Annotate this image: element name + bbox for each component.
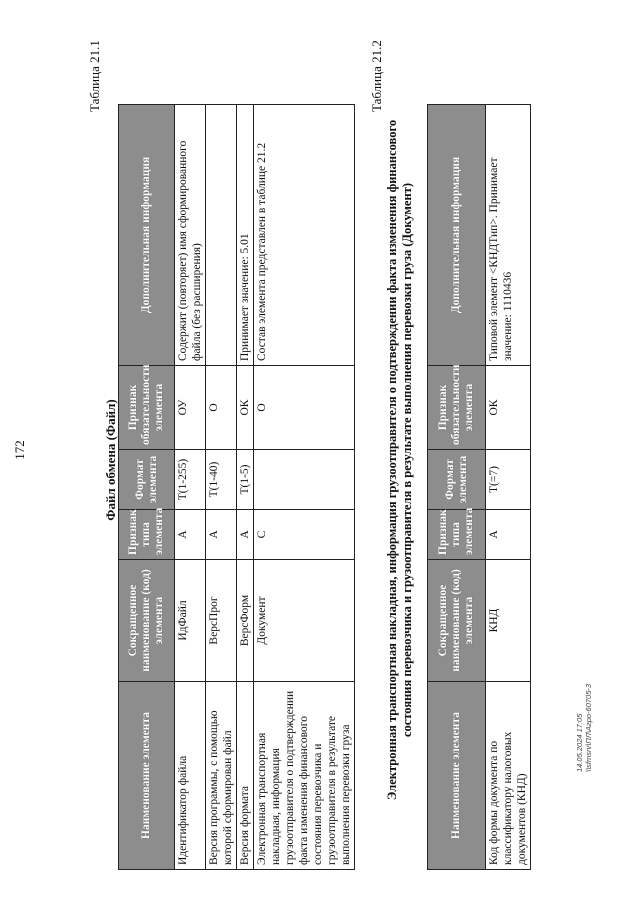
table-cell: T(1-5) bbox=[237, 450, 254, 510]
table-cell: T(1-40) bbox=[206, 450, 237, 510]
table1-header-cell: Дополнительная информация bbox=[119, 105, 175, 366]
table2-header-row bbox=[428, 105, 486, 870]
table1-caption: Таблица 21.1 bbox=[87, 40, 102, 112]
table-cell: T(1-255) bbox=[175, 450, 206, 510]
table-cell: T(=7) bbox=[486, 450, 531, 510]
table-row bbox=[254, 105, 355, 870]
table-cell: Код формы документа по классификатору налоговых документов (КНД) bbox=[486, 682, 531, 870]
table-cell: ВерсФорм bbox=[237, 560, 254, 682]
table-cell: Типовой элемент <КНДТип>. Принимает значение: 1110436 bbox=[486, 105, 531, 366]
table2-header-cell: Признак типа элемента bbox=[428, 510, 486, 560]
stamp-line: 14.05.2024 17:05 bbox=[575, 713, 584, 772]
table1 bbox=[118, 104, 355, 870]
table2 bbox=[427, 104, 531, 870]
table-row bbox=[175, 105, 206, 870]
table-cell: А bbox=[237, 510, 254, 560]
stamp-line: \\sfmsrv\ПЛ\Агро-60705-3 bbox=[584, 683, 593, 772]
table-cell: С bbox=[254, 510, 355, 560]
table-cell: Документ bbox=[254, 560, 355, 682]
table-cell: Версия формата bbox=[237, 682, 254, 870]
table1-header-cell: Сокращенное наименование (код) элемента bbox=[119, 560, 175, 682]
print-stamp bbox=[575, 684, 593, 772]
table-cell: ВерсПрог bbox=[206, 560, 237, 682]
table-cell: ОК bbox=[486, 366, 531, 450]
table-cell: ОК bbox=[237, 366, 254, 450]
page-number: 172 bbox=[12, 440, 27, 460]
table-cell: Идентификатор файла bbox=[175, 682, 206, 870]
table-cell bbox=[254, 450, 355, 510]
table1-header-cell: Наименование элемента bbox=[119, 682, 175, 870]
table-cell: ИдФайл bbox=[175, 560, 206, 682]
table1-header-cell: Формат элемента bbox=[119, 450, 175, 510]
table-cell: Электронная транспортная накладная, информация грузоотправителя о подтверждении факта изменения финансового состояния перевозчика и грузоотправителя в результате выполнения перевозки груза bbox=[254, 682, 355, 870]
table2-title-line: Электронная транспортная накладная, информация грузоотправителя о подтверждении факта изменения финансового bbox=[385, 119, 399, 801]
table-row bbox=[206, 105, 237, 870]
table-cell: Состав элемента представлен в таблице 21.2 bbox=[254, 105, 355, 366]
table2-header-cell: Формат элемента bbox=[428, 450, 486, 510]
table-cell: А bbox=[175, 510, 206, 560]
table2-title-line: состояния перевозчика и грузоотправителя в результате выполнения перевозки груза (Документ) bbox=[400, 183, 414, 738]
table-cell bbox=[206, 105, 237, 366]
table-cell: А bbox=[486, 510, 531, 560]
table-row bbox=[486, 105, 531, 870]
table2-header-cell: Сокращенное наименование (код) элемента bbox=[428, 560, 486, 682]
table1-header-row bbox=[119, 105, 175, 870]
table-cell: Версия программы, с помощью которой сформирован файл bbox=[206, 682, 237, 870]
table-cell: О bbox=[206, 366, 237, 450]
table-cell: ОУ bbox=[175, 366, 206, 450]
table-cell: О bbox=[254, 366, 355, 450]
table1-header-cell: Признак типа элемента bbox=[119, 510, 175, 560]
table-cell: А bbox=[206, 510, 237, 560]
table2-title bbox=[385, 60, 415, 860]
table-row bbox=[237, 105, 254, 870]
table2-header-cell: Наименование элемента bbox=[428, 682, 486, 870]
table2-header-cell: Признак обязательности элемента bbox=[428, 366, 486, 450]
table1-title: Файл обмена (Файл) bbox=[103, 399, 118, 521]
table1-header-cell: Признак обязательности элемента bbox=[119, 366, 175, 450]
table-cell: Содержит (повторяет) имя сформированного файла (без расширения) bbox=[175, 105, 206, 366]
table2-header-cell: Дополнительная информация bbox=[428, 105, 486, 366]
table-cell: КНД bbox=[486, 560, 531, 682]
table2-caption: Таблица 21.2 bbox=[369, 40, 384, 112]
table-cell: Принимает значение: 5.01 bbox=[237, 105, 254, 366]
